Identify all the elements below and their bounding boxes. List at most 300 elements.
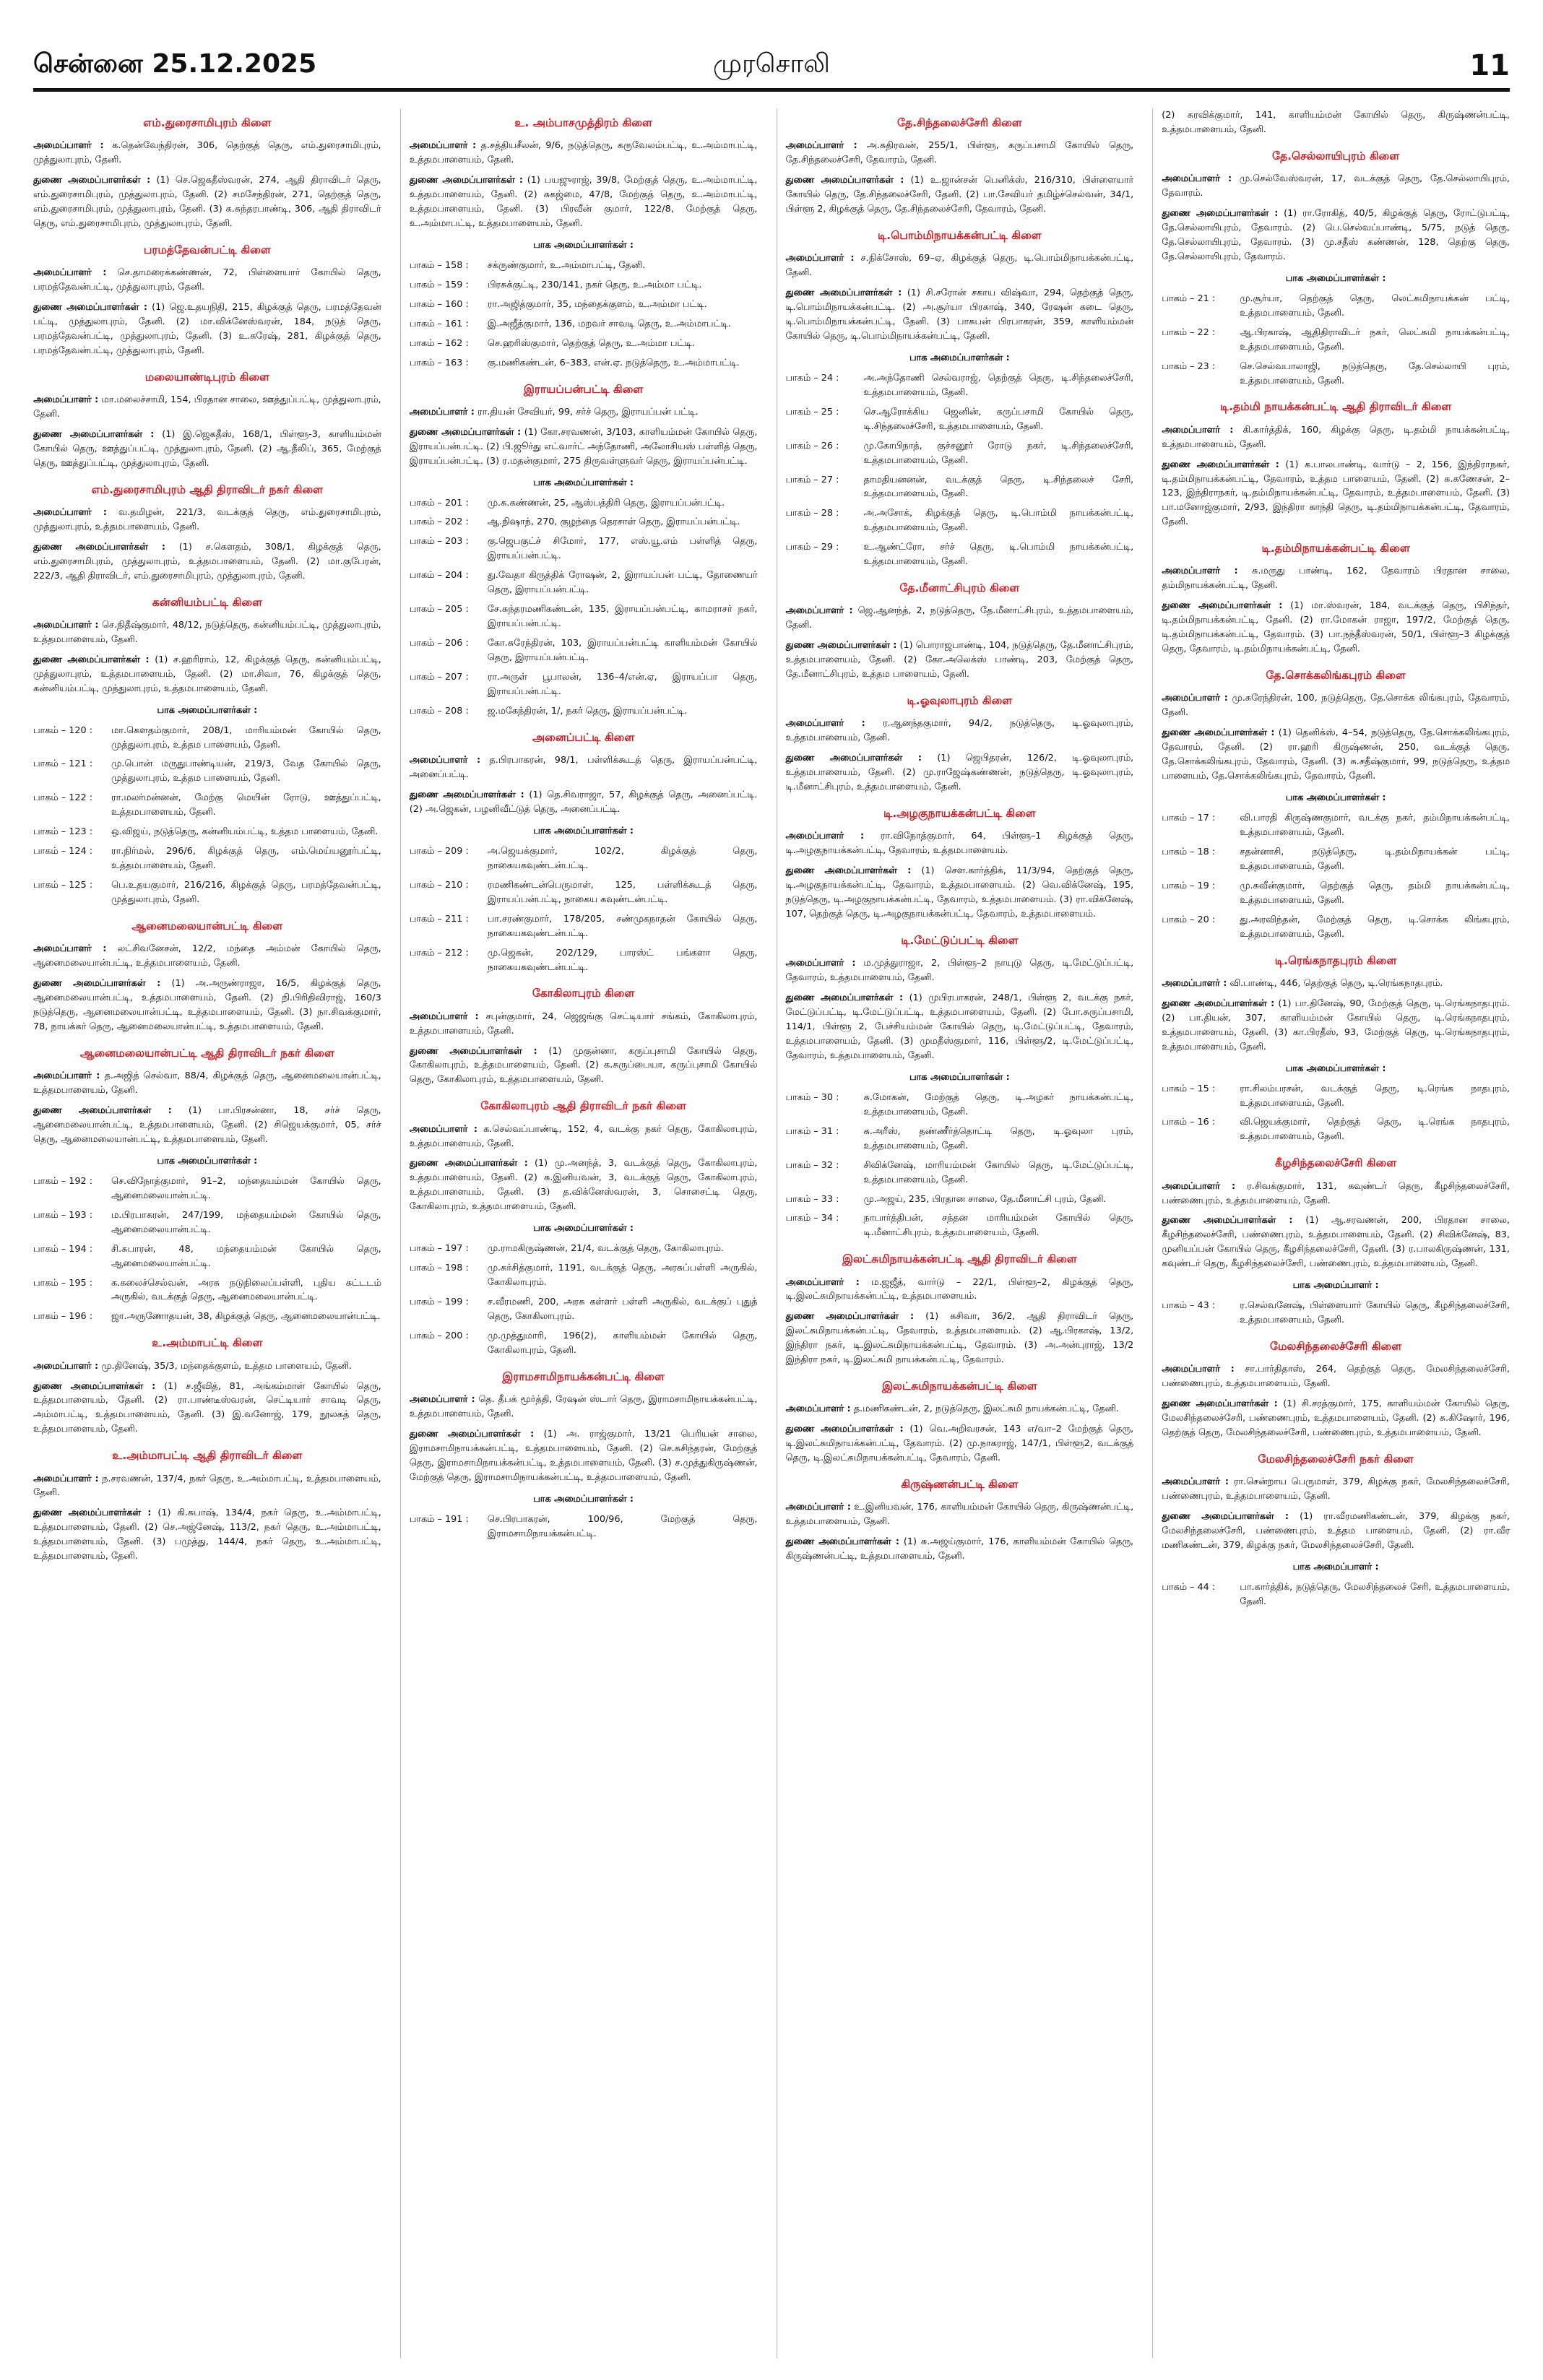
branch-section	[410, 381, 758, 719]
booth-number: பாகம் – 206 :	[409, 638, 469, 649]
officer-details: வ.தமிழன், 221/3, வடக்குத் தெரு, எம்.துரைசாமிபுரம், முத்துலாபுரம், உத்தமபாளையம், தேனி.	[33, 506, 381, 532]
officer-paragraph	[410, 139, 758, 168]
branch-title: கிருஷ்ணன்பட்டி கிளை	[901, 1478, 1019, 1492]
officer-details: (1) கோ.சரவணன், 3/103, காளியம்மன் கோயில் தெரு, இராயப்பன்பட்டி. (2) பி.ஜூர்து எட்வார்ட் அந்தோணி, அலோசியஸ் பள்ளித் தெரு, இராயப்பன்பட்டி. (3) ர.மதன்குமார், 275 திருவள்ளுவர் தெரு, இராயப்பன்பட்டி.	[409, 426, 758, 467]
officer-paragraph	[410, 1427, 758, 1485]
branch-title: உ.அம்மாபட்டி ஆதி திராவிடர் கிளை	[112, 1449, 303, 1463]
officer-paragraph	[33, 1359, 381, 1374]
officer-paragraph	[33, 1506, 381, 1564]
role-label: துணை அமைப்பாளர்கள் :	[33, 1380, 156, 1392]
branch-title: மேலசிந்தலைச்சேரி கிளை	[1270, 1340, 1402, 1354]
role-label: அமைப்பாளர் :	[785, 605, 853, 617]
officer-details: (1) மா.ஸ்வரன், 184, வடக்குத் தெரு, பிசிந்தர், டி.தம்மிநாயக்கன்பட்டி, தேனி. (2) ரா.மோகன் ராஜா, 197/2, மேற்குத் தெரு, டி.தம்மிநாயக்கன்பட்டி, தேவாரம். (3) பா.நந்தீஸ்வரன், 50/1, பிள்ளூ–3 கிழக்குத் தெரு, தேவாரம், டி.தம்மிநாயக்கன்பட்டி, தேனி.	[1162, 600, 1510, 655]
officer-paragraph	[410, 425, 758, 469]
booth-row	[33, 791, 381, 820]
booth-row	[1162, 879, 1510, 908]
officer-details: (1) சி.சரத்குமார், 175, காளியம்மன் கோயில் தெரு, மேலசிந்தலைச்சேரி, பண்ணைபுரம், உத்தமபாளையம், தேனி. (2) சு.கிஷோர், 196, தெற்குத் தெரு, மேலசிந்தலைச்சேரி, பண்ணைபுரம், உத்தமபாளையம், தேனி.	[1162, 1398, 1510, 1439]
booth-officer: து.அரவிந்தன், மேற்குத் தெரு, டி.சொக்க லிங்கபுரம், உத்தமபாளையம், தேனி.	[1240, 914, 1510, 940]
branch-section	[1162, 952, 1510, 1145]
role-label: துணை அமைப்பாளர்கள் :	[33, 175, 151, 186]
booth-officer: ரா.அஜித்குமார், 35, மந்தைக்குளம், உ.அம்மா பட்டி.	[487, 298, 707, 310]
role-label: துணை அமைப்பாளர்கள் :	[33, 301, 147, 313]
article-columns	[33, 108, 1510, 2358]
booth-number: பாகம் – 34 :	[785, 1213, 839, 1224]
sub-heading: பாக அமைப்பாளர்கள் :	[533, 239, 634, 251]
booth-number: பாகம் – 25 :	[785, 406, 839, 417]
officer-details: (1) அ.அருண்ராஜா, 16/5, கிழக்குத் தெரு, ஆனைமலையான்பட்டி, உத்தமபாளையம், தேனி. (2) நி.பிரிதிவிராஜ், 160/3 நடுத்தெரு, ஆனைமலையான்பட்டி, உத்தமபாளையம், தேனி. (3) நா.சிவக்குமார், 78, நாயக்கர் தெரு, ஆனைமலையான்பட்டி, உத்தமபாளையம், தேனி.	[33, 978, 381, 1032]
booth-officer: செ.விநோத்குமார், 91–2, மந்தையம்மன் கோயில் தெரு, ஆனைமலையான்பட்டி.	[111, 1175, 381, 1201]
booth-row	[786, 1125, 1134, 1154]
role-label: துணை அமைப்பாளர்கள் :	[785, 753, 922, 764]
booth-officer: ஒ.விஜய், நடுத்தெரு, கன்னியம்பட்டி, உத்தம பாளையம், தேனி.	[111, 826, 379, 838]
role-label: துணை அமைப்பாளர்கள் :	[785, 1311, 915, 1323]
booth-number: பாகம் – 208 :	[409, 705, 469, 717]
booth-number: பாகம் – 22 :	[1162, 326, 1216, 338]
booth-officer: அ.அந்தோணி செல்வராஜ், தெற்குத் தெரு, டி.சிந்தலைச்சேரி, உத்தமபாளையம், தேனி.	[863, 372, 1134, 398]
role-label: அமைப்பாளர் :	[409, 406, 475, 417]
officer-details: (1) வெ.அறிவரசன், 143 எ/வா–2 மேற்குத் தெரு, டி.இலட்சுமிநாயக்கன்பட்டி, தேவாரம். (2) மு.நாகராஜ், 147/1, பிள்ளூ2, வடக்குத் தெரு, டி.இலட்சுமிநாயக்கன்பட்டி, தேவாரம், தேனி.	[785, 1424, 1134, 1464]
role-label: அமைப்பாளர் :	[785, 253, 855, 264]
officer-details: கி.கார்த்திக், 160, கிழக்கு தெரு, டி.தம்மி நாயக்கன்பட்டி, உத்தமபாளையம், தேனி.	[1162, 424, 1510, 450]
booth-row	[410, 337, 758, 351]
column-2	[400, 108, 758, 2358]
role-label: அமைப்பாளர் :	[785, 1502, 851, 1513]
officer-details: (1) ஜெ.உதயநிதி, 215, கிழக்குத் தெரு, பரமத்தேவன் பட்டி, முத்துலாபுரம், தேனி. (2) மா.விக்னேஸ்வரன், 184, நடுத் தெரு, பரமத்தேவன்பட்டி, முத்துலாபுரம், தேனி. (3) உ.சுரேஷ், 281, கிழக்குத் தெரு, பரமத்தேவன்பட்டி, முத்துலாபுரம், தேனி.	[33, 301, 381, 356]
newspaper-name: முரசொலி	[713, 49, 830, 79]
officer-paragraph	[1162, 1397, 1510, 1440]
booth-officer: கோ.சுரேந்திரன், 103, இராயப்பன்பட்டி காளியம்மன் கோயில் தெரு, இராயப்பன்பட்டி.	[487, 638, 758, 664]
officer-details: (2) சுரவிக்குமார், 141, காளியம்மன் கோயில் தெரு, கிருஷ்ணன்பட்டி, உத்தமபாளையம், தேனி.	[1162, 110, 1510, 135]
sub-heading: பாக அமைப்பாளர் :	[1292, 1280, 1379, 1291]
officer-details: (1) ரா.ரோகித், 40/5, கிழக்குத் தெரு, ரோட்டுபட்டி, தே.செல்லாயிபுரம், தேவாரம். (2) பெ.செல்வப்பாண்டி, 5/75, நடுத் தெரு, தே.செல்லாயிபுரம், தேவாரம். (3) மு.சதீஸ் கண்ணன், 128, தெற்கு தெரு, தே.செல்லாயிபுரம், தேவாரம்.	[1162, 207, 1510, 262]
officer-details: வி.பாண்டி, 446, தெற்குத் தெரு, டி.ரெங்கநாதபுரம்.	[1229, 977, 1443, 989]
officer-details: (1) சி.சரோன் சகாய விஷ்வா, 294, தெற்குத் தெரு, டி.பொம்மிநாயக்கன்பட்டி. (2) அ.சூர்யா பிரகாஷ், 340, ரேஷன் கடை தெரு, டி.பொம்மிநாயக்கன்பட்டி, தேனி. (3) பாசுபன் பிரபாகரன், 359, காளியம்மன் கோயில் தெரு, டி.பொம்மிநாயக்கன்பட்டி, தேனி.	[785, 287, 1134, 342]
officer-details: தெ. தீபக் மூர்த்தி, ரேஷன் ஸ்டார் தெரு, இராமசாமிநாயக்கன்பட்டி, உத்தமபாளையம், தேனி.	[409, 1394, 758, 1420]
booth-row	[410, 317, 758, 332]
role-label: அமைப்பாளர் :	[785, 1403, 851, 1415]
role-label: துணை அமைப்பாளர்கள் :	[785, 865, 912, 877]
role-label: அமைப்பாளர் :	[785, 831, 865, 842]
booth-number: பாகம் – 163 :	[409, 357, 469, 368]
booth-number: பாகம் – 204 :	[409, 570, 469, 581]
booth-officer: சி.சுபாரன், 48, மந்தையம்மன் கோயில் தெரு, ஆனைமலையான்பட்டி.	[111, 1243, 381, 1269]
officer-details: த.சத்தியசீலன், 9/6, நடுத்தெரு, கருவேலம்பட்டி, உ.அம்மாபட்டி, உத்தமபாளையம், தேனி.	[409, 140, 758, 166]
officer-paragraph	[786, 139, 1134, 168]
booth-officer: க.கலைச்செல்வன், அரசு நடுநிலைப்பள்ளி, புதிய கட்டடம் அருகில், வடக்குத் தெரு, ஆனைமலையான்பட்டி.	[111, 1277, 381, 1303]
officer-details: செ.நிதீஷ்குமார், 48/12, நடுத்தெரு, கன்னியம்பட்டி, முத்துலாபுரம், உத்தமபாளையம், தேனி.	[33, 619, 381, 645]
officer-paragraph	[1162, 997, 1510, 1055]
officer-paragraph	[1162, 1510, 1510, 1553]
sub-heading: பாக அமைப்பாளர்கள் :	[1285, 792, 1386, 804]
branch-title: டி.ரெங்கநாதபுரம் கிளை	[1274, 953, 1397, 967]
booth-row	[33, 878, 381, 907]
booth-officer: பிரசுக்குட்டி, 230/141, நகர் தெரு, உ.அம்மா பட்டி.	[487, 279, 702, 290]
booth-row	[786, 506, 1134, 535]
officer-paragraph	[33, 300, 381, 358]
officer-details: க.தென்வேந்திரன், 306, தெற்குத் தெரு, எம்.துரைசாமிபுரம், முத்துலாபுரம், தேனி.	[33, 140, 381, 166]
officer-paragraph	[410, 1393, 758, 1421]
officer-paragraph	[786, 173, 1134, 217]
officer-details: சு.மருது பாண்டி, 162, தேவாரம் பிரதான சாலை, தம்மிநாயக்கன்பட்டி, தேனி.	[1162, 566, 1510, 592]
officer-paragraph	[1162, 172, 1510, 201]
officer-details: (1) க.பாலபாண்டி, வார்டு – 2, 156, இந்திராநகர், டி.தம்மிநாயக்கன்பட்டி, தேவாரம், உத்தம பாளையம், தேனி. (2) சு.கணேசன், 2–123, இந்திராநகர், டி.தம்மிநாயக்கன்பட்டி, தேவாரம், உத்தமபாளையம், தேனி. (3) பா.மனோஜ்குமார், 2/93, இந்திரா காந்தி தெரு, டி.தம்மிநாயக்கன்பட்டி, தேவாரம், தேனி.	[1162, 459, 1510, 528]
sub-heading: பாக அமைப்பாளர்கள் :	[157, 704, 258, 716]
booth-row	[33, 1208, 381, 1237]
booth-row	[410, 946, 758, 975]
officer-details: (1) செ.ஜெகதீஸ்வரன், 274, ஆதி திராவிடர் தெரு, எம்.துரைசாமிபுரம், முத்துலாபுரம், தேனி. (2) சமசேந்திரன், 271, தெற்குத் தெரு, எம்.துரைசாமிபுரம், முத்துலாபுரம், தேனி. (3) க.சுந்தரபாண்டி, 306, ஆதி திராவிடர் தெரு, எம்.துரைசாமிபுரம், முத்துலாபுரம், தேனி.	[33, 175, 381, 229]
role-label: அமைப்பாளர் :	[33, 506, 107, 518]
officer-details: (1) சுசிவா, 36/2, ஆதி திராவிடர் தெரு, இலட்சுமிநாயக்கன்பட்டி, தேவாரம், உத்தமபாளையம். (2) ஆ.பிரகாஷ், 13/2, இந்திரா நகர், டி.இலட்சுமிநாயக்கன்பட்டி, தேவாரம். (3) அ.அன்புராஜ், 13/2 இந்திரா நகர், டி.இலட்சுமி நாயக்கன்பட்டி, தேவாரம்.	[785, 1311, 1134, 1366]
role-label: அமைப்பாளர் :	[1162, 566, 1238, 577]
branch-title: இராமசாமிநாயக்கன்பட்டி கிளை	[502, 1369, 665, 1383]
booth-officer: சிவிக்னேஷ், மாரியம்மன் கோயில் தெரு, டி.மேட்டுப்பட்டி, உத்தமபாளையம், தேனி.	[863, 1159, 1134, 1185]
booth-number: பாகம் – 212 :	[409, 947, 469, 959]
booth-officer: அ.ஜெயக்குமார், 102/2, கிழக்குத் தெரு, நாகையகவுண்டன்பட்டி.	[487, 845, 758, 871]
booth-officer: ஆ.பிரகாஷ், ஆதிதிராவிடர் நகர், லெட்சுமி நாயக்கன்பட்டி, உத்தமபாளையம், தேனி.	[1240, 326, 1510, 352]
role-label: அமைப்பாளர் :	[785, 1276, 860, 1288]
officer-paragraph	[410, 1122, 758, 1151]
sub-heading: பாக அமைப்பாளர்கள் :	[533, 1223, 634, 1234]
booth-number: பாகம் – 125 :	[33, 880, 93, 891]
page-number: 11	[1469, 49, 1510, 82]
officer-details: ஜெ.ஆனந்த், 2, நடுத்தெரு, தே.மீனாட்சிபுரம், உத்தமபாளையம், தேனி.	[785, 605, 1134, 631]
booth-row	[786, 1211, 1134, 1240]
booth-number: பாகம் – 121 :	[33, 758, 93, 770]
role-label: அமைப்பாளர் :	[785, 958, 856, 969]
branch-title: தே.மீனாட்சிபுரம் கிளை	[899, 581, 1020, 595]
booth-row	[410, 278, 758, 293]
sub-heading: பாக அமைப்பாளர்கள் :	[909, 352, 1010, 363]
booth-number: பாகம் – 193 :	[33, 1209, 93, 1221]
officer-details: லட்சிவனேசன், 12/2, மந்தை அம்மன் கோயில் தெரு, ஆனைமலையான்பட்டி, உத்தமபாளையம், தேனி.	[33, 943, 381, 969]
booth-row	[786, 1159, 1134, 1187]
branch-title: டி.அழகுநாயக்கன்பட்டி கிளை	[883, 807, 1036, 821]
officer-paragraph	[786, 717, 1134, 745]
officer-paragraph	[1162, 726, 1510, 784]
branch-title: ஆனைமலையான்பட்டி கிளை	[131, 919, 283, 933]
officer-details: க.செல்வப்பாண்டி, 152, 4, வடக்கு நகர் தெரு, கோகிலாபுரம், உத்தமபாளையம், தேனி.	[409, 1123, 758, 1149]
booth-number: பாகம் – 161 :	[409, 318, 469, 329]
booth-officer: செ.ஆரோக்கிய ஜெனின், கருப்பசாமி கோயில் தெரு, டி.சிந்தலைச்சேரி, உத்தமபாளையம், தேனி.	[863, 406, 1134, 432]
officer-details: ம.ஜஜீத், வார்டு – 22/1, பிள்ளூ–2, கிழக்குத் தெரு, டி.இலட்சுமிநாயக்கன்பட்டி, உத்தமபாளையம்.	[785, 1276, 1134, 1302]
branch-section	[786, 579, 1134, 682]
booth-row	[410, 515, 758, 529]
booth-row	[33, 724, 381, 753]
booth-row	[410, 912, 758, 941]
officer-details: (1) ஆ.சரவணன், 200, பிரதான சாலை, கீழசிந்தலைச்சேரி, பண்ணைபுரம், உத்தமபாளையம், தேனி. (2) சிவிக்னேஷ், 83, முனியப்பன் கோயில் தெரு, கீழசிந்தலைச்சேரி, தேனி. (3) ர.பாலகிருஷ்ணன், 131, கவுண்டர் தெரு, கீழசிந்தலைச்சேரி, பண்ணைபுரம், உத்தமபாளையம், தேனி.	[1162, 1215, 1510, 1270]
officer-paragraph	[33, 942, 381, 971]
booth-officer: உ.ஆண்ட்ரோ, சர்ச் தெரு, டி.பொம்மி நாயக்கன்பட்டி, உத்தமபாளையம், தேனி.	[863, 542, 1134, 568]
branch-section	[33, 368, 381, 471]
role-label: அமைப்பாளர் :	[33, 1360, 99, 1372]
booth-officer: சதன்னாசி, நடுத்தெரு, டி.தம்மிநாயக்கன் பட்டி, உத்தமபாளையம், தேனி.	[1240, 846, 1510, 872]
officer-paragraph	[786, 286, 1134, 344]
branch-section	[410, 1097, 758, 1358]
branch-title: கோகிலாபுரம் ஆதி திராவிடர் நகர் கிளை	[480, 1099, 687, 1113]
branch-title: ஆனைமலையான்பட்டி ஆதி திராவிடர் நகர் கிளை	[79, 1046, 334, 1060]
booth-number: பாகம் – 201 :	[409, 497, 469, 509]
branch-section	[33, 114, 381, 231]
booth-number: பாகம் – 198 :	[409, 1263, 469, 1274]
booth-number: பாகம் – 32 :	[785, 1159, 839, 1171]
officer-details: ரா.சென்றாய பெருமாள், 379, கிழக்கு நகர், மேலசிந்தலைச்சேரி, பண்ணைபுரம், உத்தமபாளையம், தேனி.	[1162, 1476, 1510, 1502]
branch-section	[786, 1476, 1134, 1564]
booth-officer: ரா.அருள் பூபாலன், 136–4/என்.ஏ, இராயப்பா தெரு, இராயப்பன்பட்டி.	[487, 672, 758, 697]
role-label: துணை அமைப்பாளர்கள் :	[409, 1428, 535, 1440]
sub-heading: பாக அமைப்பாளர்கள் :	[909, 1071, 1010, 1083]
booth-officer: ஜா.அருணோதயன், 38, கிழக்குத் தெரு, ஆனைமலையான்பட்டி.	[111, 1311, 381, 1323]
officer-paragraph	[33, 173, 381, 231]
booth-row	[410, 844, 758, 873]
sub-heading: பாக அமைப்பாளர்கள் :	[1285, 272, 1386, 284]
booth-row	[786, 405, 1134, 434]
column-3	[777, 108, 1134, 2358]
officer-details: மா.மலைச்சாமி, 154, பிரதான சாலை, ஊத்துப்பட்டி, முத்துலாபுரம், தேனி.	[33, 394, 381, 420]
booth-row	[786, 439, 1134, 468]
officer-paragraph	[1162, 564, 1510, 593]
booth-row	[33, 1310, 381, 1324]
booth-number: பாகம் – 196 :	[33, 1311, 93, 1323]
role-label: துணை அமைப்பாளர்கள் :	[33, 541, 166, 553]
booth-row	[410, 704, 758, 719]
officer-details: மு.தினேஷ், 35/3, மந்தைக்குளம், உத்தம பாளையம், தேனி.	[101, 1360, 352, 1372]
masthead	[33, 49, 1510, 92]
booth-row	[786, 371, 1134, 400]
branch-section	[33, 241, 381, 358]
officer-paragraph	[33, 393, 381, 422]
booth-number: பாகம் – 21 :	[1162, 293, 1216, 304]
role-label: துணை அமைப்பாளர்கள் :	[1162, 207, 1279, 219]
branch-title: டி.தம்மிநாயக்கன்பட்டி கிளை	[1261, 542, 1410, 555]
booth-number: பாகம் – 16 :	[1162, 1117, 1216, 1128]
officer-details: (1) இ.ஜெகதீஸ், 168/1, பிள்ளூ-3, காளியம்மன் கோயில் தெரு, ஊத்துப்பட்டி, முத்துலாபுரம், தேனி. (2) ஆ.தீலிப், 365, மேற்குத் தெரு, ஊத்துப்பட்டி, முத்துலாபுரம், தேனி.	[33, 428, 381, 469]
officer-paragraph	[410, 173, 758, 231]
officer-details: சா.பார்திதாஸ், 264, தெற்குத் தெரு, மேலசிந்தலைச்சேரி, பண்ணைபுரம், உத்தமபாளையம், தேனி.	[1162, 1364, 1510, 1390]
officer-paragraph	[786, 829, 1134, 858]
booth-number: பாகம் – 160 :	[409, 298, 469, 310]
booth-officer: வி.ஜெயக்குமார், தெற்குத் தெரு, டி.ரெங்க நாதபுரம், உத்தமபாளையம், தேனி.	[1240, 1117, 1510, 1143]
booth-number: பாகம் – 192 :	[33, 1175, 93, 1187]
branch-section	[786, 114, 1134, 217]
booth-number: பாகம் – 43 :	[1162, 1300, 1216, 1312]
booth-number: பாகம் – 159 :	[409, 279, 469, 290]
branch-section	[33, 481, 381, 584]
officer-paragraph	[33, 506, 381, 535]
officer-paragraph	[786, 751, 1134, 795]
branch-section	[33, 594, 381, 907]
sub-heading: பாக அமைப்பாளர்கள் :	[533, 825, 634, 836]
booth-officer: மு.கோபிநாத், குச்சனூர் ரோடு நகர், டி.சிந்தலைச்சேரி, உத்தமபாளையம், தேனி.	[863, 440, 1134, 466]
branch-title: பரமத்தேவன்பட்டி கிளை	[143, 243, 271, 256]
officer-paragraph	[410, 405, 758, 420]
booth-row	[1162, 292, 1510, 321]
officer-paragraph	[33, 139, 381, 168]
booth-row	[410, 1329, 758, 1358]
booth-number: பாகம் – 122 :	[33, 792, 93, 804]
officer-details: ம.முத்துராஜா, 2, பிள்ளூ–2 நாயுடு தெரு, டி.மேட்டுப்பட்டி, தேவாரம், உத்தமபாளையம், தேனி.	[785, 958, 1134, 984]
officer-details: மு.சுரேந்திரன், 100, நடுத்தெரு, தே.சொக்க லிங்கபுரம், தேவாரம், தேனி.	[1162, 693, 1510, 719]
officer-paragraph	[786, 1535, 1134, 1564]
booth-row	[410, 356, 758, 371]
role-label: அமைப்பாளர் :	[1162, 1364, 1235, 1375]
role-label: துணை அமைப்பாளர்கள் :	[409, 426, 522, 438]
branch-title: டி.தம்மி நாயக்கன்பட்டி ஆதி திராவிடர் கிளை	[1219, 400, 1452, 414]
officer-paragraph	[1162, 1475, 1510, 1504]
booth-number: பாகம் – 20 :	[1162, 914, 1216, 925]
booth-officer: ஆ.நிஷாந், 270, குழந்தை தெரசாள் தெரு, இராயப்பன்பட்டி.	[487, 516, 740, 528]
officer-paragraph	[33, 1069, 381, 1098]
branch-section	[1162, 1338, 1510, 1440]
role-label: அமைப்பாளர் :	[785, 140, 857, 152]
branch-section	[33, 1447, 381, 1564]
role-label: துணை அமைப்பாளர்கள் :	[33, 428, 155, 440]
booth-officer: மு.ராமகிருஷ்ணன், 21/4, வடக்குத் தெரு, கோகிலாபுரம்.	[487, 1243, 724, 1255]
officer-details: மு.செல்வேஸ்வரன், 17, வடக்குத் தெரு, தே.செல்லாயிபுரம், தேவாரம்.	[1162, 173, 1510, 199]
branch-title: கன்னியம்பட்டி கிளை	[152, 595, 262, 609]
role-label: அமைப்பாளர் :	[409, 1123, 477, 1135]
role-label: அமைப்பாளர் :	[409, 1011, 479, 1022]
officer-details: த.மணிகண்டன், 2, நடுத்தெரு, இலட்சுமி நாயக்கன்பட்டி, தேனி.	[853, 1403, 1119, 1415]
branch-title: இலட்சுமிநாயக்கன்பட்டி கிளை	[881, 1380, 1037, 1393]
officer-details: (1) பா.பிரசன்னா, 18, சர்ச் தெரு, ஆனைமலையான்பட்டி, உத்தமபாளையம், தேனி. (2) சிஜெயக்குமார், 05, சர்ச் தெரு, ஆனைமலையான்பட்டி, உத்தமபாளையம், தேனி.	[33, 1105, 381, 1145]
booth-number: பாகம் – 202 :	[409, 516, 469, 528]
booth-officer: மு.முத்துமாரி, 196(2), காளியம்மன் கோயில் தெரு, கோகிலாபுரம், தேனி.	[487, 1330, 758, 1356]
booth-officer: பா.கார்த்திக், நடுத்தெரு, மேலசிந்தலைச் சேரி, உத்தமபாளையம், தேனி.	[1240, 1581, 1510, 1607]
branch-title: மேலசிந்தலைச்சேரி நகர் கிளை	[1258, 1453, 1414, 1466]
booth-row	[410, 1261, 758, 1290]
booth-officer: பா.சரண்குமார், 178/205, சண்முகநாதன் கோயில் தெரு, நாகையகவுண்டன்பட்டி.	[487, 913, 758, 939]
role-label: அமைப்பாளர் :	[1162, 173, 1232, 185]
booth-officer: செ.பிரபாகரன், 100/96, மேற்குத் தெரு, இராமசாமிநாயக்கன்பட்டி.	[487, 1513, 758, 1539]
role-label: துணை அமைப்பாளர்கள் :	[785, 992, 904, 1004]
booth-number: பாகம் – 194 :	[33, 1243, 93, 1255]
officer-details: (1) சு.அஜய்குமார், 176, காளியம்மன் கோயில் தெரு, கிருஷ்ணன்பட்டி, உத்தமபாளையம், தேனி.	[785, 1536, 1134, 1562]
officer-details: (1) ச.கௌதம், 308/1, கிழக்குத் தெரு, எம்.துரைசாமிபுரம், முத்துலாபுரம், உத்தமபாளையம், தேனி. (2) மா.குபேரன், 222/3, ஆதி திராவிடர், எம்.துரைசாமிபுரம், முத்துலாபுரம், தேனி.	[33, 541, 381, 581]
officer-paragraph	[1162, 458, 1510, 530]
role-label: அமைப்பாளர் :	[33, 140, 104, 152]
branch-title: எம்.துரைசாமிபுரம் ஆதி திராவிடர் நகர் கிளை	[91, 483, 324, 496]
role-label: துணை அமைப்பாளர்கள் :	[33, 1507, 152, 1519]
booth-number: பாகம் – 162 :	[409, 337, 469, 349]
officer-details: (1) ச.ஜீவித், 81, அங்கம்மாள் கோயில் தெரு, உத்தமபாளையம், தேனி. (2) ரா.பாண்டீஸ்வரன், செட்டியார் சாவடி தெரு, அம்மாபட்டி, உத்தமபாளையம், தேனி. (3) இ.வனோஜ், 179, நூலகத் தெரு, உத்தமபாளையம், தேனி.	[33, 1380, 381, 1435]
officer-paragraph	[1162, 423, 1510, 452]
booth-row	[410, 1513, 758, 1541]
branch-section	[1162, 147, 1510, 389]
booth-number: பாகம் – 199 :	[409, 1297, 469, 1308]
booth-number: பாகம் – 200 :	[409, 1330, 469, 1341]
branch-title: மலையாண்டிபுரம் கிளை	[144, 370, 269, 384]
role-label: அமைப்பாளர் :	[409, 140, 477, 152]
branch-section	[1162, 1450, 1510, 1609]
officer-details: (1) முகுன்னா, கருப்புசாமி கோயில் தெரு, கோகிலாபுரம், உத்தமபாளையம், தேனி. (2) க.சுருப்பையா, கருப்புசாமி கோயில் தெரு, கோகிலாபுரம், உத்தமபாளையம், தேனி.	[409, 1045, 758, 1086]
role-label: துணை அமைப்பாளர்கள் :	[409, 175, 523, 186]
branch-section	[410, 985, 758, 1087]
branch-section	[410, 1368, 758, 1541]
booth-number: பாகம் – 123 :	[33, 826, 93, 838]
officer-paragraph	[33, 618, 381, 647]
officer-details: ர.சிவக்குமார், 131, கவுண்டர் தெரு, கீழசிந்தலைச்சேரி, பண்ணைபுரம், உத்தமபாளையம், தேனி.	[1162, 1180, 1510, 1206]
booth-officer: மு.சூர்யா, தெற்குத் தெரு, லெட்சுமிநாயக்கன் பட்டி, உத்தமபாளையம், தேனி.	[1240, 293, 1510, 319]
officer-paragraph	[1162, 207, 1510, 264]
branch-section	[33, 917, 381, 1034]
officer-paragraph	[33, 653, 381, 696]
booth-officer: மா.கௌதம்குமார், 208/1, மாரியம்மன் கோயில் தெரு, முத்துலாபுரம், உத்தம பாளையம், தேனி.	[111, 724, 381, 750]
branch-section	[786, 1377, 1134, 1466]
officer-paragraph	[786, 1276, 1134, 1304]
booth-row	[1162, 1580, 1510, 1609]
booth-officer: வி.பாரதி கிருஷ்ணகுமார், வடக்கு நகர், தம்மிநாயக்கன்பட்டி, உத்தமபாளையம், தேனி.	[1240, 813, 1510, 838]
role-label: துணை அமைப்பாளர்கள் :	[785, 175, 904, 186]
booth-officer: மு.ஜெகன், 202/129, பாரஸ்ட் பங்களா தெரு, நாகையகவுண்டன்பட்டி.	[487, 947, 758, 973]
role-label: துணை அமைப்பாளர்கள் :	[785, 1536, 899, 1548]
branch-section	[410, 114, 758, 371]
booth-row	[410, 670, 758, 699]
officer-details: (1) ரா.வீரமணிகண்டன், 379, கிழக்கு நகர், மேலசிந்தலைச்சேரி, பண்ணைபுரம், உத்தம பாளையம், தேனி. (2) ரா.வீர மணிகண்டன், 379, கிழக்கு நகர், மேலசிந்தலைச்சேரி, தேனி.	[1162, 1511, 1510, 1552]
role-label: துணை அமைப்பாளர்கள் :	[1162, 459, 1279, 470]
booth-row	[410, 1295, 758, 1324]
booth-number: பாகம் – 195 :	[33, 1277, 93, 1289]
booth-row	[33, 825, 381, 839]
booth-officer: ச.வீரமணி, 200, அரசு கள்ளர் பள்ளி அருகில், வடக்குப் புதுத் தெரு, கோகிலாபுரம்.	[487, 1297, 758, 1323]
role-label: அமைப்பாளர் :	[785, 718, 865, 730]
booth-number: பாகம் – 26 :	[785, 440, 839, 451]
branch-section	[1162, 667, 1510, 941]
officer-paragraph	[1162, 1362, 1510, 1391]
branch-title: அனைப்பட்டி கிளை	[532, 730, 635, 744]
booth-number: பாகம் – 30 :	[785, 1091, 839, 1103]
role-label: துணை அமைப்பாளர்கள் :	[785, 287, 902, 299]
officer-details: (1) முபிரபாகரன், 248/1, பிள்ளூ 2, வடக்கு நகர், மேட்டுப்பட்டி, டி.மேட்டுப்பட்டி, உத்தமபாளையம், தேனி. (2) போ.சுருப்பசாமி, 114/1, பிள்ளூ 2, பேச்சியம்மன் கோயில் தெரு, டி.மேட்டுப்பட்டி, தேவாரம், உத்தமபாளையம், தேனி. (3) முமதீஸ்குமார், 116, பிள்ளூ/2, டி.மேட்டுப்பட்டி, தேவாரம், உத்தமபாளையம், தேனி.	[785, 992, 1134, 1061]
booth-number: பாகம் – 27 :	[785, 474, 839, 485]
role-label: அமைப்பாளர் :	[33, 394, 99, 405]
booth-row	[410, 878, 758, 907]
booth-row	[1162, 811, 1510, 840]
role-label: துணை அமைப்பாளர்கள் :	[1162, 1511, 1289, 1523]
booth-row	[410, 298, 758, 312]
booth-officer: சக்ருண்குமார், உ.அம்மாபட்டி, தேனி.	[487, 259, 646, 271]
role-label: அமைப்பாளர் :	[33, 943, 107, 955]
branch-section	[1162, 108, 1510, 137]
booth-row	[1162, 1082, 1510, 1111]
officer-details: த.பிரபாகரன், 98/1, பள்ளிக்கூடத் தெரு, இராயப்பன்பட்டி, அனைப்பட்டி.	[409, 755, 758, 781]
officer-paragraph	[1162, 599, 1510, 657]
booth-row	[410, 602, 758, 631]
role-label: அமைப்பாளர் :	[1162, 1180, 1236, 1192]
branch-title: தே.சிந்தலைச்சேரி கிளை	[896, 116, 1022, 129]
booth-row	[410, 259, 758, 273]
booth-officer: இ.அஜீத்குமார், 136, மறவர் சாவடி தெரு, உ.அம்மாபட்டி.	[487, 318, 731, 329]
place-date: சென்னை 25.12.2025	[33, 49, 317, 79]
booth-number: பாகம் – 210 :	[409, 879, 469, 891]
booth-row	[410, 568, 758, 597]
officer-details: செ.தாமரைக்கண்ணன், 72, பிள்ளையார் கோயில் தெரு, பரமத்தேவன்பட்டி, முத்துலாபுரம், தேனி.	[33, 267, 381, 293]
booth-officer: சு.மோகன், மேற்குத் தெரு, டி.அழகர் நாயக்கன்பட்டி, உத்தமபாளையம், தேனி.	[863, 1091, 1134, 1117]
booth-number: பாகம் – 19 :	[1162, 880, 1216, 891]
branch-section	[410, 729, 758, 975]
role-label: அமைப்பாளர் :	[409, 755, 481, 766]
booth-row	[410, 496, 758, 511]
booth-row	[786, 473, 1134, 502]
booth-row	[786, 1091, 1134, 1120]
officer-paragraph	[786, 251, 1134, 280]
booth-number: பாகம் – 29 :	[785, 542, 839, 553]
officer-details: (1) கி.சுபாஷ், 134/4, நகர் தெரு, உ.அம்மாபட்டி, உத்தமபாளையம், தேனி. (2) செ.அஜ்னேஷ், 113/2, நகர் தெரு, உ.அம்மாபட்டி, உத்தமபாளையம், தேனி. (3) பமுத்து, 144/4, நகர் தெரு, உ.அம்மாபட்டி, உத்தமபாளையம், தேனி.	[33, 1507, 381, 1562]
role-label: அமைப்பாளர் :	[1162, 424, 1234, 436]
booth-officer: ரா.சிலம்பரசன், வடக்குத் தெரு, டி.ரெங்க நாதபுரம், உத்தமபாளையம், தேனி.	[1240, 1083, 1510, 1109]
booth-officer: ஜ.மகேந்திரன், 1/, நகர் தெரு, இராயப்பன்பட்டி.	[487, 705, 688, 717]
booth-number: பாகம் – 15 :	[1162, 1083, 1216, 1094]
role-label: அமைப்பாளர் :	[33, 1070, 100, 1082]
